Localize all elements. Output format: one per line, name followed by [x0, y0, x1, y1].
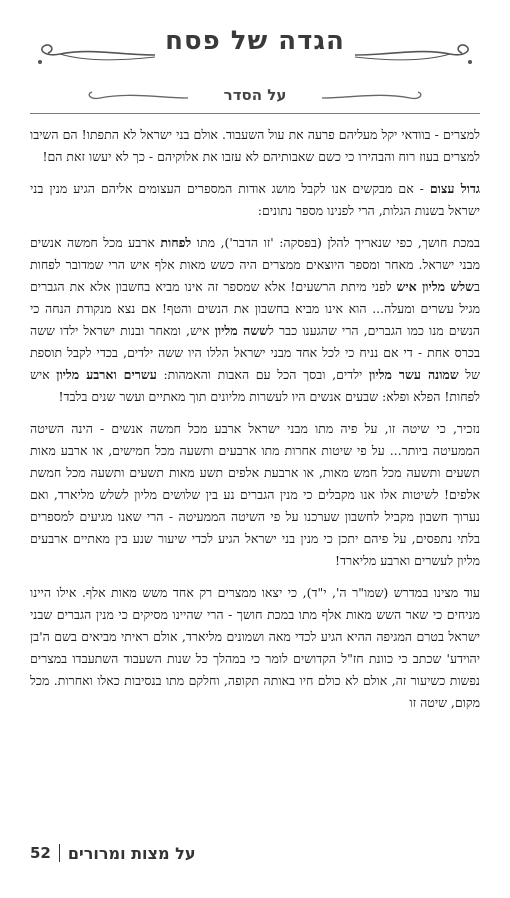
bold-phrase: עשרים וארבע מליון — [56, 367, 157, 382]
divider — [30, 113, 480, 114]
bold-phrase: ששה מליון — [214, 323, 269, 338]
page-header — [30, 18, 480, 78]
text-run: למצרים - בוודאי יקל מעליהם פרעה את עול השעבוד. אולם בני ישראל לא התפתו! הם השיבו למצרים בעוז רוח והבהירו כי כשם שאבותיהם לא עזבו את אלוקיהם - כך לא יעשו זאת הם! — [30, 127, 480, 164]
body-text — [30, 124, 480, 804]
text-run: לפני מיתת הרשעים! אלא שמספר זה אינו מביא בחשבון אלא את הגברים מגיל עשרים ומעלה... הוא אינו מביא בחשבון את הנשים והטף! אם נצא מנקודת הנחה כי הנשים מנו כמו הגברים, הרי שהגענו כבר ל — [30, 279, 480, 338]
paragraph — [30, 418, 480, 572]
paragraph — [30, 124, 480, 168]
text-run: איש, ומאחר ובנות ישראל ילדו ששה בכרס אחת - די אם נניח כי לכל אחד מבני ישראל הללו היו ששה ילדים, בכדי לקבל תוספת של — [30, 323, 480, 382]
section-heading — [30, 80, 480, 114]
running-title: על מצות ומרורים — [67, 843, 196, 863]
bold-phrase: שמונה עשר מליון — [368, 367, 459, 382]
page-footer — [30, 838, 480, 868]
bold-phrase: שלש מליון איש — [396, 279, 474, 294]
bold-phrase: לפחות — [160, 235, 192, 250]
text-run: איש לפחות! הפלא ופלא: שבעים אנשים היו לעשרות מליונים תוך מאתיים ועשר שנים בלבד! — [30, 367, 480, 404]
text-run: ילדים, ובסך הכל עם האבות והאמהות: — [156, 367, 369, 382]
text-run: - אם מבקשים אנו לקבל מושג אודות המספרים העצומים אליהם הגיע מנין בני ישראל בשנות הגלות, הרי לפנינו מספר נתונים: — [30, 181, 480, 218]
text-run: ארבע מכל חמשה אנשים מבני ישראל. מאחר ומספר היוצאים ממצרים היה כשש מאות אלף איש הרי שמדובר לפחות ב — [30, 235, 480, 294]
section-label: על הסדר — [223, 86, 287, 104]
text-run: נזכיר, כי שיטה זו, על פיה מתו מבני ישראל ארבע מכל חמשה אנשים - הינה השיטה הממעיטה ביותר... על פי שיטות אחרות מתו ארבעים ותשעה מכל חמישים, או ארבע מאות תשעים ותשעה מכל חמש מאות, או ארבעת אלפים תשע מאות תשעים ותשעה מכל חמשת אלפים! לשיטות אלו אנו מקבלים כי מנין הגברים נע בין שלושים מליון לשלש מליארד, ואם נערוך חשבון מקביל לחשבון שערכנו על פי השיטה הממעיטה - הרי שאנו מגיעים למספרים בלתי נתפסים, על פיהם יתכן כי מנין בני ישראל הגיע לכדי שיעור שנע בין מאתיים ארבעים מליון לעשרים וארבע מליארד! — [30, 421, 480, 568]
paragraph — [30, 232, 480, 408]
text-run: עוד מצינו במדרש (שמו"ר ה', י"ד), כי יצאו ממצרים רק אחד משש מאות אלף. אילו היינו מניחים כי שאר השש מאות אלף מתו במכת חושך - הרי שהיינו מסיקים כי מנין הגברים שבני ישראל בטרם המגיפה ההיא הגיע לכדי מאה ושמונים מליארד, אולם ראיתי מביאים בשם ה'בן יהוידע' שכתב כי כוונת חז"ל הקדושים לומר כי במהלך כל שנות השעבוד השתעבדו במצרים נפשות כשיעור זה, אולם לא כולם חיו באותה תקופה, וחלקם מתו בנסיבות כאלו ואחרות. מכל מקום, שיטה זו — [30, 585, 480, 710]
page-title: הגדה של פסח — [165, 26, 345, 56]
paragraph — [30, 582, 480, 714]
text-run: במכת חושך, כפי שנאריך להלן (בפסקה: 'זו הדבר'), מתו — [191, 235, 480, 250]
bold-phrase: גדול עצום — [429, 181, 480, 196]
footer-separator — [59, 844, 60, 862]
page-number: 52 — [30, 844, 51, 862]
paragraph — [30, 178, 480, 222]
